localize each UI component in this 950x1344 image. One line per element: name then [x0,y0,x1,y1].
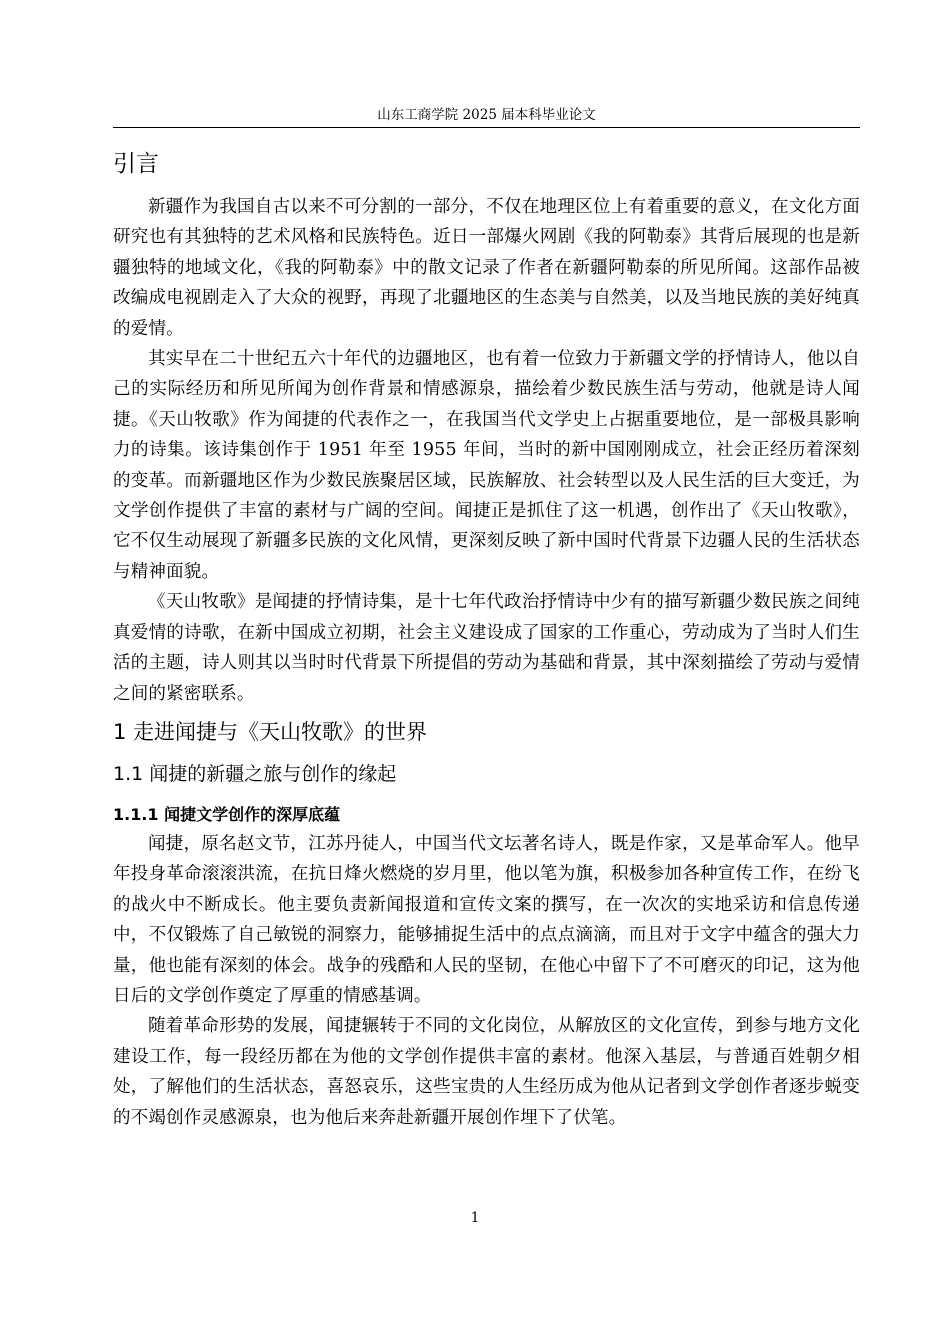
section-1-1-1-paragraph-1: 闻捷，原名赵文节，江苏丹徒人，中国当代文坛著名诗人，既是作家，又是革命军人。他早年投身革命滚滚洪流，在抗日烽火燃烧的岁月里，他以笔为旗，积极参加各种宣传工作，在纷飞的战火中不断成长。他主要负责新闻报道和宣传文案的撰写，在一次次的实地采访和信息传递中，不仅锻炼了自己敏锐的洞察力，能够捕捉生活中的点点滴滴，而且对于文字中蕴含的强大力量，他也能有深刻的体会。战争的残酷和人民的坚韧，在他心中留下了不可磨灭的印记，这为他日后的文学创作奠定了厚重的情感基调。 [113,833,860,1006]
section-1-heading: 1 走进闻捷与《天山牧歌》的世界 [113,719,428,744]
intro-paragraph-2: 其实早在二十世纪五六十年代的边疆地区，也有着一位致力于新疆文学的抒情诗人，他以自己的实际经历和所见所闻为创作背景和情感源泉，描绘着少数民族生活与劳动，他就是诗人闻捷。《天山牧歌》作为闻捷的代表作之一，在我国当代文学史上占据重要地位，是一部极具影响力的诗集。该诗集创作于 1951 年至 1955 年间，当时的新中国刚刚成立，社会正经历着深刻的变革。而新疆地区作为少数民族聚居区域，民族解放、社会转型以及人民生活的巨大变迁，为文学创作提供了丰富的素材与广阔的空间。闻捷正是抓住了这一机遇，创作出了《天山牧歌》，它不仅生动展现了新疆多民族的文化风情，更深刻反映了新中国时代背景下边疆人民的生活状态与精神面貌。 [113,349,860,582]
page-number: 1 [470,1210,480,1226]
page-content [113,144,860,1133]
section-1-1-1-paragraph-2: 随着革命形势的发展，闻捷辗转于不同的文化岗位，从解放区的文化宣传，到参与地方文化建设工作，每一段经历都在为他的文学创作提供丰富的素材。他深入基层，与普通百姓朝夕相处，了解他们的生活状态，喜怒哀乐，这些宝贵的人生经历成为他从记者到文学创作者逐步蜕变的不竭创作灵感源泉，也为他后来奔赴新疆开展创作埋下了伏笔。 [113,1016,860,1128]
running-header: 山东工商学院 2025 届本科毕业论文 [377,107,596,123]
section-1-1-heading: 1.1 闻捷的新疆之旅与创作的缘起 [113,762,397,785]
intro-paragraph-3: 《天山牧歌》是闻捷的抒情诗集，是十七年代政治抒情诗中少有的描写新疆少数民族之间纯真爱情的诗歌，在新中国成立初期，社会主义建设成了国家的工作重心，劳动成为了当时人们生活的主题，诗人则其以当时时代背景下所提倡的劳动为基础和背景，其中深刻描绘了劳动与爱情之间的紧密联系。 [113,592,860,704]
intro-heading: 引言 [113,151,159,177]
intro-paragraph-1: 新疆作为我国自古以来不可分割的一部分，不仅在地理区位上有着重要的意义，在文化方面研究也有其独特的艺术风格和民族特色。近日一部爆火网剧《我的阿勒泰》其背后展现的也是新疆独特的地域文化，《我的阿勒泰》中的散文记录了作者在新疆阿勒泰的所见所闻。这部作品被改编成电视剧走入了大众的视野，再现了北疆地区的生态美与自然美，以及当地民族的美好纯真的爱情。 [113,197,860,339]
section-1-1-1-heading: 1.1.1 闻捷文学创作的深厚底蕴 [113,804,341,824]
header-rule [113,127,860,128]
